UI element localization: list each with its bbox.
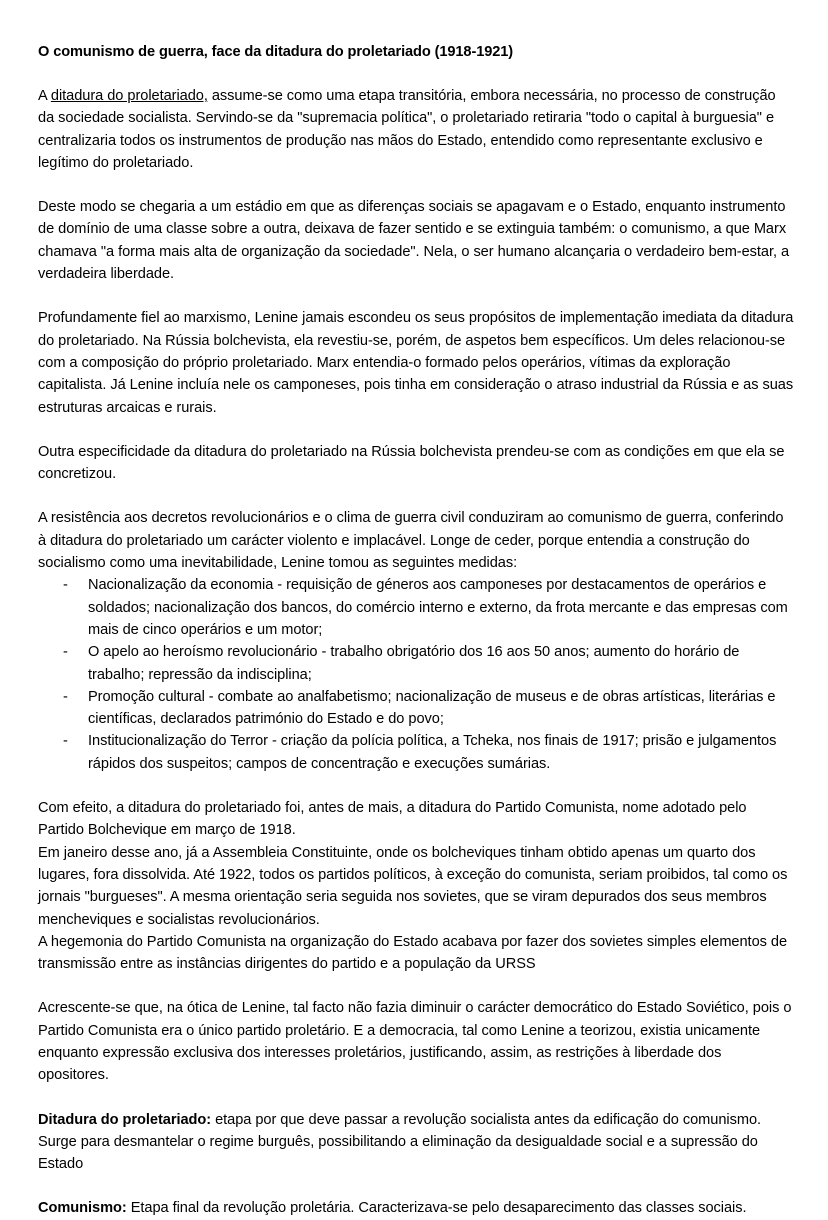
- paragraph-intro-lead: A: [38, 88, 51, 104]
- definition-term-comunismo: Comunismo:: [38, 1200, 127, 1217]
- list-item: [38, 574, 795, 641]
- paragraph-assembleia: Em janeiro desse ano, já a Assembleia Constituinte, onde os bolcheviques tinham obtido apenas um quarto dos lugares, fora dissolvida. Até 1922, todos os partidos políticos, à exceção do comunista, seriam proibidos, tal como os jornais "burgueses". A mesma orientação seria seguida nos sovietes, que se viram depurados dos seus membros mencheviques e socialistas revolucionários.: [38, 844, 788, 928]
- spacer: [38, 975, 795, 997]
- measures-list: [38, 574, 795, 775]
- paragraph-marxismo: Profundamente fiel ao marxismo, Lenine jamais escondeu os seus propósitos de implementação imediata da ditadura do proletariado. Na Rússia bolchevista, ela revestiu-se, porém, de aspetos bem específicos. Um deles relacionou-se com a composição do próprio proletariado. Marx entendia-o formado pelos operários, vítimas da exploração capitalista. Já Lenine incluía nele os camponeses, pois tinha em consideração o atraso industrial da Rússia e as suas estruturas arcaicas e rurais.: [38, 310, 794, 416]
- spacer: [38, 174, 795, 196]
- definition-comunismo: [38, 1197, 795, 1219]
- paragraph-resistencia: A resistência aos decretos revolucionários e o clima de guerra civil conduziram ao comunismo de guerra, conferindo à ditadura do proletariado um carácter violento e implacável. Longe de ceder, porque entendia a construção do socialismo como uma inevitabilidade, Lenine tomou as seguintes medidas:: [38, 510, 784, 572]
- spacer: [38, 419, 795, 441]
- paragraph-especificidade: Outra especificidade da ditadura do proletariado na Rússia bolchevista prendeu-se com as condições em que ela se concretizou.: [38, 443, 785, 483]
- paragraph-com-efeito: Com efeito, a ditadura do proletariado foi, antes de mais, a ditadura do Partido Comunista, nome adotado pelo Partido Bolchevique em março de 1918.: [38, 800, 747, 839]
- spacer: [38, 63, 795, 85]
- definition-term-ditadura: Ditadura do proletariado:: [38, 1111, 212, 1128]
- list-item: [38, 641, 795, 686]
- list-item-label: Institucionalização do Terror - criação da polícia política, a Tcheka, nos finais de 1917; prisão e julgamentos rápidos dos suspeitos; campos de concentração e execuções sumárias.: [88, 733, 777, 772]
- list-item: [38, 686, 795, 731]
- spacer: [38, 1087, 795, 1109]
- list-item-label: Nacionalização da economia - requisição de géneros aos camponeses por destacamentos de operários e soldados; nacionalização dos bancos, do comércio interno e externo, da frota mercante e das empresas com mais de cinco operários e um motor;: [88, 577, 788, 638]
- definition-text-ditadura: etapa por que deve passar a revolução socialista antes da edificação do comunismo. Surge para desmantelar o regime burguês, possibilitando a eliminação da desigualdade social e a supressão do Estado: [38, 1111, 762, 1173]
- page-title: O comunismo de guerra, face da ditadura do proletariado (1918-1921): [38, 44, 514, 60]
- partido-comunista-block: [38, 797, 795, 975]
- spacer: [38, 485, 795, 507]
- list-item: [38, 730, 795, 775]
- definition-text-comunismo: Etapa final da revolução proletária. Caracterizava-se pelo desaparecimento das classes sociais.: [126, 1200, 747, 1217]
- spacer: [38, 775, 795, 797]
- list-item-label: O apelo ao heroísmo revolucionário - trabalho obrigatório dos 16 aos 50 anos; aumento do horário de trabalho; repressão da indisciplina;: [88, 644, 740, 683]
- list-marker-icon: -: [63, 733, 68, 750]
- spacer: [38, 1175, 795, 1197]
- list-marker-icon: -: [63, 577, 68, 594]
- underlined-term-ditadura: ditadura do proletariado,: [50, 88, 208, 104]
- list-marker-icon: -: [63, 644, 68, 661]
- paragraph-acrescente: Acrescente-se que, na ótica de Lenine, tal facto não fazia diminuir o carácter democrático do Estado Soviético, pois o Partido Comunista era o único partido proletário. E a democracia, tal como Lenine a teorizou, existia unicamente enquanto expressão exclusiva dos interesses proletários, justificando, assim, as restrições à liberdade dos opositores.: [38, 1000, 792, 1084]
- definition-ditadura: [38, 1109, 795, 1176]
- list-item-label: Promoção cultural - combate ao analfabetismo; nacionalização de museus e de obras artísticas, literárias e científicas, declarados património do Estado e do povo;: [88, 688, 776, 728]
- paragraph-estadio: Deste modo se chegaria a um estádio em que as diferenças sociais se apagavam e o Estado, enquanto instrumento de domínio de uma classe sobre a outra, deixava de fazer sentido e se extinguia também: o comunismo, a que Marx chamava "a forma mais alta de organização da sociedade". Nela, o ser humano alcançaria o verdadeiro bem-estar, a verdadeira liberdade.: [38, 199, 790, 283]
- spacer: [38, 285, 795, 307]
- paragraph-hegemonia: A hegemonia do Partido Comunista na organização do Estado acabava por fazer dos sovietes simples elementos de transmissão entre as instâncias dirigentes do partido e a população da URSS: [38, 933, 788, 973]
- list-marker-icon: -: [63, 688, 68, 705]
- paragraph-intro-rest: assume-se como uma etapa transitória, embora necessária, no processo de construção da sociedade socialista. Servindo-se da "supremacia política", o proletariado retiraria "todo o capital à burguesia" e centralizaria todos os instrumentos de produção nas mãos do Estado, entendido como representante exclusivo e legítimo do proletariado.: [38, 88, 776, 171]
- paragraph-intro: [38, 85, 795, 174]
